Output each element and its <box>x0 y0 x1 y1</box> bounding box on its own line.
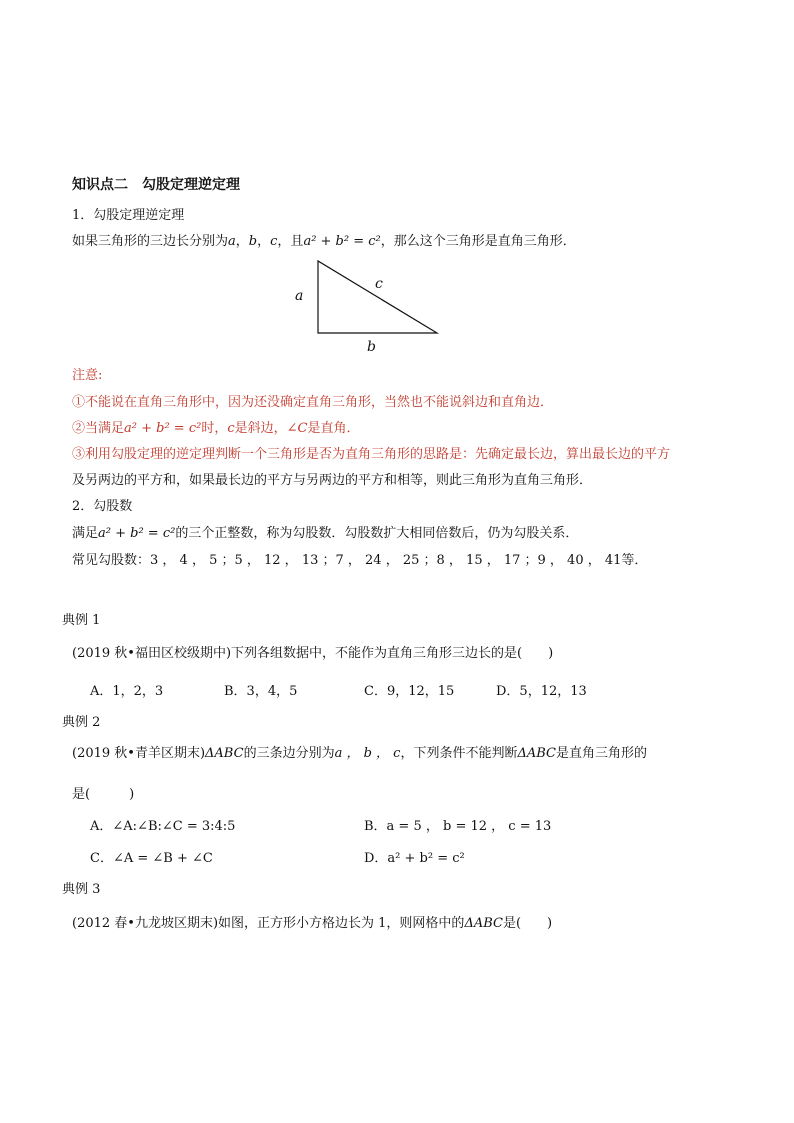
var-a: a <box>228 234 236 249</box>
example-2-question-line-2: 是( ) <box>72 787 135 802</box>
note-text: ②当满足 <box>72 421 125 436</box>
angle-c: ∠C <box>286 421 308 436</box>
var-c: c <box>270 234 278 249</box>
label-c: c <box>375 276 383 292</box>
example-1-option-b[interactable]: B．3，4，5 <box>224 684 298 699</box>
point2-heading: 2．勾股数 <box>72 499 133 514</box>
example-2-question <box>72 745 647 763</box>
text: 是( ) <box>502 916 553 931</box>
equation: a² + b² = c² <box>124 421 202 436</box>
point2-line-2: 常见勾股数：3 ， 4 ， 5 ；5 ， 12 ， 13 ；7 ， 24 ， 25 ；8 ， 15 ， 17 ；9 ， 40 ， 41等． <box>72 553 648 568</box>
statement-text: ，那么这个三角形是直角三角形． <box>380 234 576 249</box>
note-text: 是直角． <box>307 421 360 436</box>
label-b: b <box>367 339 376 355</box>
example-1-question: (2019 秋•福田区校级期中)下列各组数据中，不能作为直角三角形三边长的是( ) <box>72 646 554 661</box>
text: 的三个正整数，称为勾股数．勾股数扩大相同倍数后，仍为勾股关系． <box>175 526 579 541</box>
example-2-option-b[interactable]: B．a = 5 ， b = 12 ， c = 13 <box>364 819 552 834</box>
example-1-option-d[interactable]: D．5，12，13 <box>496 684 587 699</box>
note-text: 时， <box>201 421 228 436</box>
text: 的三条边分别为 <box>243 746 335 761</box>
note-3-line-2: 及另两边的平方和，如果最长边的平方与另两边的平方和相等，则此三角形为直角三角形． <box>72 473 593 488</box>
note-2 <box>72 420 360 438</box>
var-b: b <box>248 234 258 249</box>
example-3-label: 典例 3 <box>62 882 101 897</box>
statement-text: ，且 <box>277 234 304 249</box>
text: 是直角三角形的 <box>556 746 648 761</box>
equation: a² + b² = c² <box>303 234 381 249</box>
example-1-label: 典例 1 <box>62 613 101 628</box>
equation: a² + b² = c² <box>98 526 176 541</box>
var-c: c <box>227 421 235 436</box>
triangle-abc: ΔABC <box>205 746 244 761</box>
text: 满足 <box>72 526 99 541</box>
example-1-option-a[interactable]: A．1，2，3 <box>90 684 164 699</box>
point1-heading: 1．勾股定理逆定理 <box>72 208 185 223</box>
note-1: ①不能说在直角三角形中，因为还没确定直角三角形，当然也不能说斜边和直角边． <box>72 395 554 410</box>
text: (2012 春•九龙坡区期末)如图，正方形小方格边长为 1，则网格中的 <box>72 916 465 931</box>
example-2-label: 典例 2 <box>62 715 101 730</box>
variables: a ， b ， c <box>334 746 401 761</box>
point1-statement: 如果三角形的三边长分别为a，b，c，且a² + b² = c²，那么这个三角形是直角三角形． <box>72 234 576 249</box>
point2-line-1 <box>72 525 578 543</box>
text: ，下列条件不能判断 <box>400 746 518 761</box>
example-3-question <box>72 915 552 933</box>
label-a: a <box>295 288 304 304</box>
note-text: 是斜边， <box>234 421 287 436</box>
triangle-abc: ΔABC <box>464 916 503 931</box>
section-title: 知识点二 勾股定理逆定理 <box>72 177 240 193</box>
triangle-abc: ΔABC <box>517 746 557 761</box>
right-triangle-figure <box>285 255 455 355</box>
note-3-line-1: ③利用勾股定理的逆定理判断一个三角形是否为直角三角形的思路是：先确定最长边，算出最长边的平方 <box>72 447 671 462</box>
text: (2019 秋•青羊区期末) <box>72 746 206 761</box>
statement-text: 如果三角形的三边长分别为 <box>72 234 229 249</box>
example-1-option-c[interactable]: C．9，12，15 <box>364 684 455 699</box>
notes-label: 注意: <box>72 368 103 383</box>
example-2-option-c[interactable]: C．∠A = ∠B + ∠C <box>90 851 213 866</box>
example-2-option-a[interactable]: A．∠A:∠B:∠C = 3:4:5 <box>90 819 236 834</box>
example-2-option-d[interactable]: D．a² + b² = c² <box>364 851 465 866</box>
